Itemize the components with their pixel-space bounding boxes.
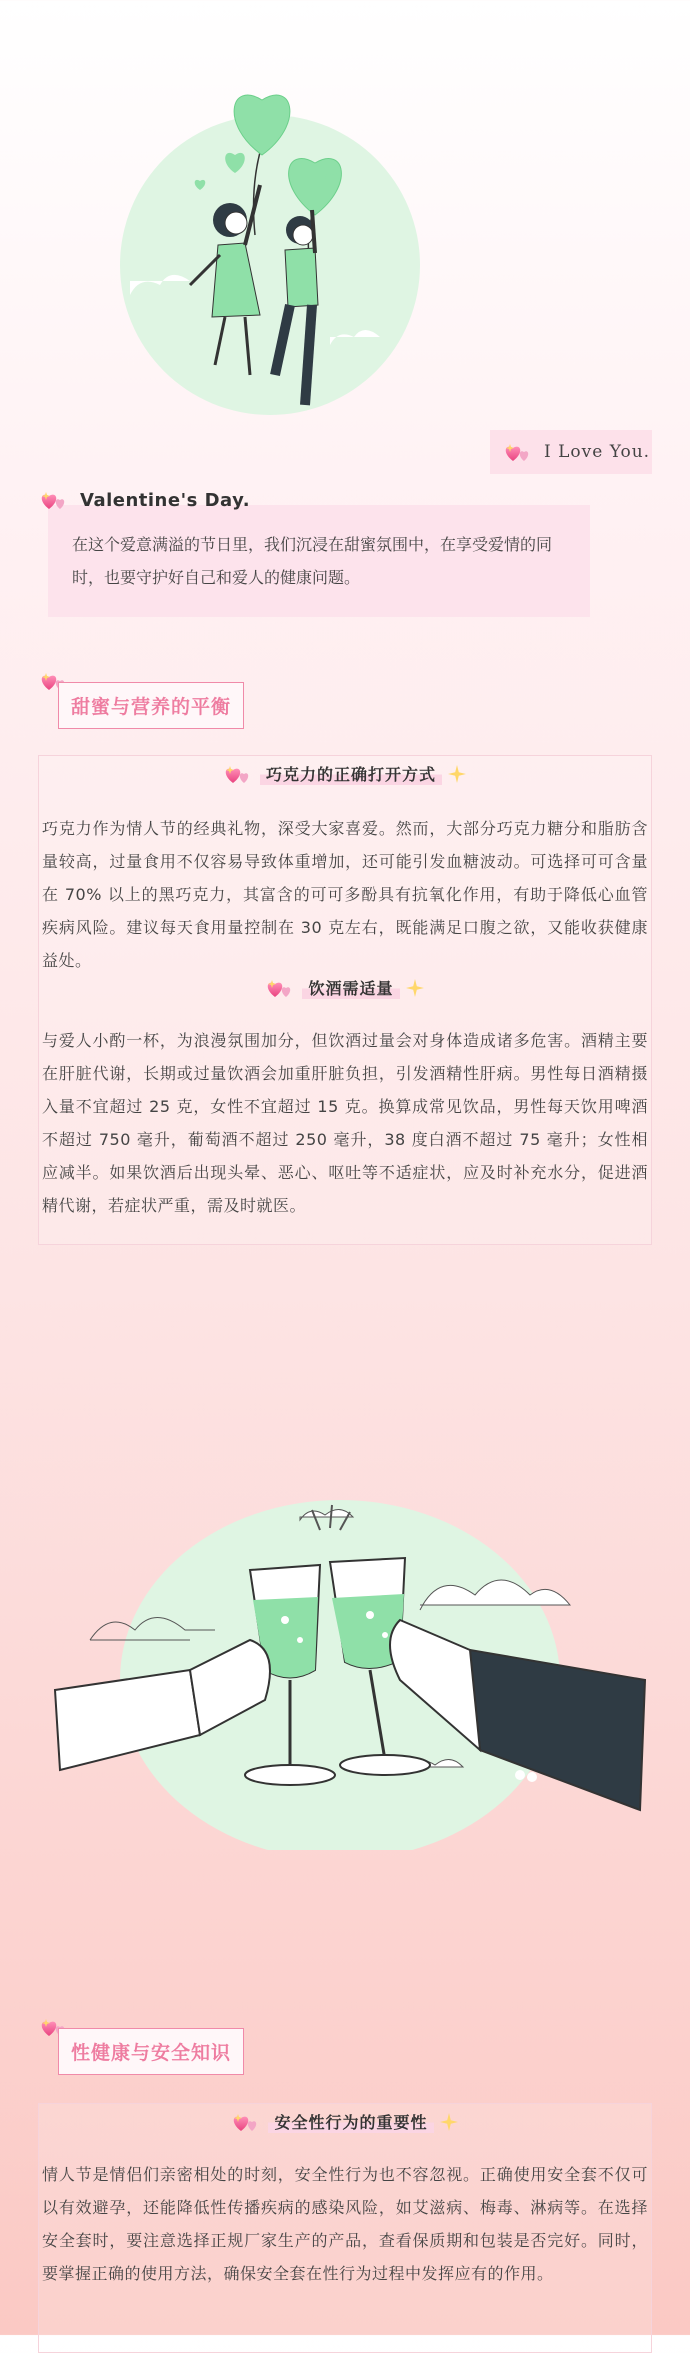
safety-title: 安全性行为的重要性 [268, 2110, 433, 2133]
section-title: 性健康与安全知识 [58, 2028, 244, 2075]
intro-box [48, 505, 590, 617]
section-heading-nutrition [40, 670, 244, 729]
hearts-icon [504, 441, 534, 463]
section-title: 甜蜜与营养的平衡 [58, 682, 244, 729]
hearts-icon [232, 2111, 262, 2133]
hearts-icon [40, 489, 70, 511]
hearts-icon [224, 763, 254, 785]
intro-text: 在这个爱意满溢的节日里，我们沉浸在甜蜜氛围中，在享受爱情的同时，也要守护好自己和爱人的健康问题。 [72, 535, 553, 587]
alcohol-heading [38, 976, 652, 999]
safety-paragraph: 情人节是情侣们亲密相处的时刻，安全性行为也不容忽视。正确使用安全套不仅可以有效避孕，还能降低性传播疾病的感染风险，如艾滋病、梅毒、淋病等。在选择安全套时，要注意选择正规厂家生产的产品，查看保质期和包装是否完好。同时，要掌握正确的使用方法，确保安全套在性行为过程中发挥应有的作用。 [42, 2165, 648, 2283]
sparkle-icon [440, 2113, 458, 2131]
safety-heading [38, 2110, 652, 2133]
valentines-day-label [40, 489, 250, 511]
chocolate-title: 巧克力的正确打开方式 [260, 762, 442, 785]
sparkle-icon [448, 765, 466, 783]
i-love-you-text: I Love You. [544, 442, 651, 462]
sparkle-icon [406, 979, 424, 997]
chocolate-heading [38, 762, 652, 785]
alcohol-title: 饮酒需适量 [302, 976, 399, 999]
section-heading-sexual-health [40, 2016, 244, 2075]
valentines-day-text: Valentine's Day. [80, 489, 251, 511]
chocolate-paragraph: 巧克力作为情人节的经典礼物，深受大家喜爱。然而，大部分巧克力糖分和脂肪含量较高，过量食用不仅容易导致体重增加，还可能引发血糖波动。可选择可可含量在 70% 以上的黑巧克力，其富含的可可多酚具有抗氧化作用，有助于降低心血管疾病风险。建议每天食用量控制在 30 克左右，既能满足口腹之欲，又能收获健康益处。 [42, 819, 648, 970]
hearts-icon [266, 977, 296, 999]
couple-balloons-illustration [100, 55, 430, 425]
toast-champagne-illustration [50, 1470, 650, 1850]
i-love-you-tag [490, 430, 652, 474]
alcohol-paragraph: 与爱人小酌一杯，为浪漫氛围加分，但饮酒过量会对身体造成诸多危害。酒精主要在肝脏代谢，长期或过量饮酒会加重肝脏负担，引发酒精性肝病。男性每日酒精摄入量不宜超过 25 克，女性不宜超过 15 克。换算成常见饮品，男性每天饮用啤酒不超过 750 毫升，葡萄酒不超过 250 毫升，38 度白酒不超过 75 毫升；女性相应减半。如果饮酒后出现头晕、恶心、呕吐等不适症状，应及时补充水分，促进酒精代谢，若症状严重，需及时就医。 [42, 1031, 648, 1215]
